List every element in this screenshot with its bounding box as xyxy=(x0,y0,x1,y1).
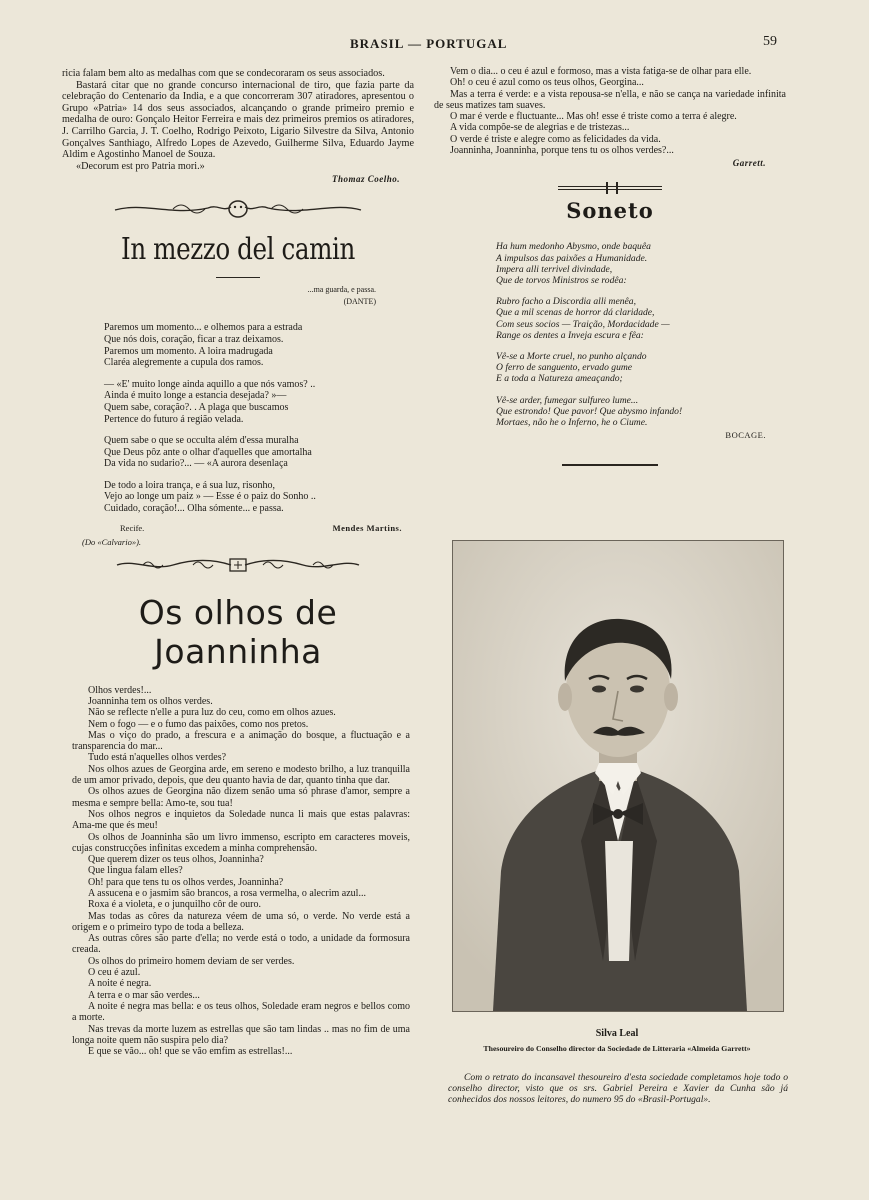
poem-epigraph: ...ma guarda, e passa. xyxy=(307,285,376,295)
poem-footer xyxy=(62,521,414,535)
poem-epigraph-source: (DANTE) xyxy=(343,297,376,307)
verse-line: A impulsos das paixões a Humanidade. xyxy=(496,252,648,264)
prose-paragraph: Os olhos de Joanninha são um livro immenso, escripto em caracteres moveis, cujas construcções infinitas excedem a minha comprehensão. xyxy=(72,831,410,854)
poem-author: Mendes Martins. xyxy=(332,522,402,533)
intro-quote: «Decorum est pro Patria mori.» xyxy=(76,160,205,172)
triple-rule-divider xyxy=(558,184,662,192)
verse-line: Quem sabe o que se occulta além d'essa muralha xyxy=(104,435,299,447)
page-header xyxy=(0,34,869,54)
intro-paragraph: Bastará citar que no grande concurso internacional de tiro, que fazia parte da celebração do Centenario da India, e a que concorreram 307 atiradores, apresentou o Grupo «Patria» 14 dos seus associados, alcançando o grande primeiro premio e medalha de ouro: Gonçalo Heitor Ferreira e mais dez primeiros premios os atiradores, J. Carrilho Garcia, J. T. Coelho, Rodrigo Peixoto, Ligario Silvestre da Silva, Antonio Gonçalves Santhiago, Alfredo Lopes de Azevedo, Guilherme Silva, Eduardo Jayme Aldim e Agostinho Manoel de Souza. xyxy=(62,79,414,161)
verse-line: Range os dentes a Inveja escura e fêa: xyxy=(496,329,644,341)
verse-line: Vê-se a Morte cruel, no punho alçando xyxy=(496,351,647,362)
prose-paragraph: Não se reflecte n'elle a pura luz do ceu, como em olhos azues. xyxy=(88,707,336,719)
verse-line: De todo a loira trança, e á sua luz, risonho, xyxy=(104,479,276,491)
portrait-photo xyxy=(452,540,784,1012)
sonnet-stanza xyxy=(496,241,786,286)
page-number: 59 xyxy=(763,34,777,49)
verse-line: Que estrondo! Que pavor! Que abysmo infando! xyxy=(496,405,683,417)
prose-paragraph: As outras côres são parte d'ella; no verde está o todo, a unidade da formosura creada. xyxy=(72,933,410,956)
verse-line: Com seus socios — Traição, Mordacidade — xyxy=(496,318,670,330)
poem-stanza xyxy=(104,435,414,470)
prose-paragraph: Mas o viço do prado, a frescura e a animação do bosque, a fluctuação e a transparencia do mar... xyxy=(72,729,410,753)
prose-paragraph: Roxa é a violeta, e o junquilho côr de ouro. xyxy=(88,899,262,911)
prose-paragraph: Joanninha tem os olhos verdes. xyxy=(88,695,213,707)
verse-line: Mortaes, não he o Inferno, he o Ciume. xyxy=(496,417,648,429)
scroll-ornament-icon xyxy=(113,557,363,573)
running-title: BRASIL — PORTUGAL xyxy=(350,36,508,51)
prose-paragraph: Os olhos do primeiro homem deviam de ser verdes. xyxy=(88,955,295,967)
prose-paragraph: E que se vão... oh! que se vão emfim as estrellas!... xyxy=(88,1046,293,1058)
sonnet-stanza xyxy=(496,351,786,385)
sonnet-stanza xyxy=(496,296,786,341)
prose-paragraph: Nos olhos azues de Georgina arde, em sereno e modesto brilho, a luz tranquilla de um amor privado, depois, que deu quanto havia de dar, quanto tinha que dar. xyxy=(72,763,410,787)
prose-title: Os olhos de Joanninha xyxy=(138,592,338,671)
ornament-divider xyxy=(62,198,414,220)
prose-paragraph: A terra e o mar são verdes... xyxy=(88,989,200,1001)
prose-paragraph: A vida compõe-se de alegrias e de tristezas... xyxy=(450,122,630,134)
prose-paragraph: Mas a terra é verde: e a vista repousa-se n'ella, e não se cança na variedade infinita de seus matizes tam suaves. xyxy=(434,88,786,111)
section-rule xyxy=(562,464,658,466)
verse-line: — «E' muito longe ainda aquillo a que nós vamos? .. xyxy=(104,378,316,390)
intro-signature: Thomaz Coelho. xyxy=(331,174,400,185)
poem-stanza xyxy=(104,480,414,515)
verse-line: Impera alli terrivel divindade, xyxy=(496,263,613,275)
prose-paragraph: Joanninha, Joanninha, porque tens tu os olhos verdes?... xyxy=(450,145,674,157)
verse-line: Da vida no sudario?... — «A aurora desenlaça xyxy=(104,458,288,470)
verse-line: Paremos um momento... e olhemos para a estrada xyxy=(104,322,303,334)
portrait-note: Com o retrato do incansavel thesoureiro d'esta sociedade completamos hoje todo o conselho director, visto que os srs. Gabriel Pereira e Xavier da Cunha são já conhecidos dos nossos leitores, do numero 95 do «Brasil-Portugal». xyxy=(448,1072,788,1106)
prose-paragraph: Nas trevas da morte luzem as estrellas que são tam lindas .. mas no fim de uma longa noite quem não suspira pelo dia? xyxy=(72,1023,410,1046)
prose-paragraph: Que querem dizer os teus olhos, Joanninha? xyxy=(88,854,264,866)
verse-line: Claréa alegremente a cupula dos ramos. xyxy=(104,357,264,369)
poem-stanza xyxy=(104,379,414,425)
prose-paragraph: A noite é negra. xyxy=(88,978,152,990)
verse-line: Que a mil scenas de horror dá claridade, xyxy=(496,307,655,319)
sonnet-title: Soneto xyxy=(566,198,654,224)
sonnet-body xyxy=(496,241,786,428)
poem-stanza xyxy=(104,322,414,368)
prose-paragraph: O mar é verde e fluctuante... Mas oh! esse é triste como a terra é alegre. xyxy=(450,111,737,123)
poem-title: In mezzo del camin xyxy=(121,232,355,268)
prose-paragraph: Que lingua falam elles? xyxy=(88,865,183,877)
verse-line: Rubro facho a Discordia alli menêa, xyxy=(496,296,636,308)
ornament-divider xyxy=(62,557,414,579)
verse-line: O ferro de sanguento, ervado gume xyxy=(496,362,633,374)
prose-paragraph: Tudo está n'aquelles olhos verdes? xyxy=(88,752,227,764)
right-column xyxy=(434,66,786,466)
verse-line: Ainda é muito longe a estancia desejada? »— xyxy=(104,390,287,402)
man-portrait-icon xyxy=(453,541,783,1011)
verse-line: Ha hum medonho Abysmo, onde baquêa xyxy=(496,241,651,253)
verse-line: Paremos um momento. A loira madrugada xyxy=(104,345,273,357)
verse-line: Cuidado, coração!... Olha sómente... e passa. xyxy=(104,503,284,515)
title-rule xyxy=(216,277,260,278)
prose-paragraph: Oh! para que tens tu os olhos verdes, Joanninha? xyxy=(88,876,284,888)
sonnet-author: BOCAGE. xyxy=(725,430,766,441)
prose-paragraph: A noite é negra mas bella: e os teus olhos, Soledade eram negros e bellos como a morte. xyxy=(72,1000,410,1024)
prose-paragraph: A assucena e o jasmim são brancos, a rosa vermelha, o alecrim azul... xyxy=(88,888,366,899)
prose-paragraph: O verde é triste e alegre como as felicidades da vida. xyxy=(450,133,661,145)
portrait-name: Silva Leal xyxy=(595,1028,639,1039)
sonnet-stanza xyxy=(496,395,786,429)
prose-paragraph: Mas todas as côres da natureza véem de uma só, o verde. No verde está a origem e o primeiro typo de toda a belleza. xyxy=(72,910,410,933)
prose-continued xyxy=(434,66,786,156)
portrait-role: Thesoureiro do Conselho director da Sociedade de Litteraria «Almeida Garrett» xyxy=(483,1044,751,1053)
verse-line: Vê-se arder, fumegar sulfureo lume... xyxy=(496,394,639,406)
prose-paragraph: O ceu é azul. xyxy=(88,967,141,979)
verse-line: Pertence do futuro á região velada. xyxy=(104,413,244,425)
verse-line: E a toda a Natureza ameaçando; xyxy=(496,373,623,385)
prose-body xyxy=(72,685,410,1058)
prose-paragraph: Oh! o ceu é azul como os teus olhos, Georgina... xyxy=(450,77,644,89)
prose-paragraph: Os olhos azues de Georgina não dizem senão uma só phrase d'amor, sempre a mesma e sempre bella: Amo-te, sou tua! xyxy=(72,786,410,809)
poem-source: (Do «Calvario»). xyxy=(82,536,142,547)
prose-paragraph: Nem o fogo — e o fumo das paixões, como nos pretos. xyxy=(88,718,309,730)
verse-line: Que Deus pôz ante o olhar d'aquelles que amortalha xyxy=(104,446,312,458)
prose-paragraph: Vem o dia... o ceu é azul e formoso, mas a vista fatiga-se de olhar para elle. xyxy=(450,66,752,77)
prose-paragraph: Nos olhos negros e inquietos da Soledade nunca li mais que estas palavras: Ama-me que és meu! xyxy=(72,808,410,832)
intro-paragraph: ricia falam bem alto as medalhas com que se condecoraram os seus associados. xyxy=(62,68,385,79)
flourish-ornament-icon xyxy=(113,198,363,220)
prose-signature: Garrett. xyxy=(732,158,766,169)
prose-paragraph: Olhos verdes!... xyxy=(88,684,152,696)
left-column xyxy=(62,68,414,1057)
verse-line: Que nós dois, coração, ficar a traz deixamos. xyxy=(104,333,284,345)
verse-line: Quem sabe, coração?. . A plaga que buscamos xyxy=(104,401,289,413)
verse-line: Que de torvos Ministros se rodêa: xyxy=(496,274,627,286)
poem-body xyxy=(104,322,414,514)
verse-line: Vejo ao longe um paiz » — Esse é o paiz do Sonho .. xyxy=(104,491,316,503)
poem-place: Recife. xyxy=(120,522,145,533)
